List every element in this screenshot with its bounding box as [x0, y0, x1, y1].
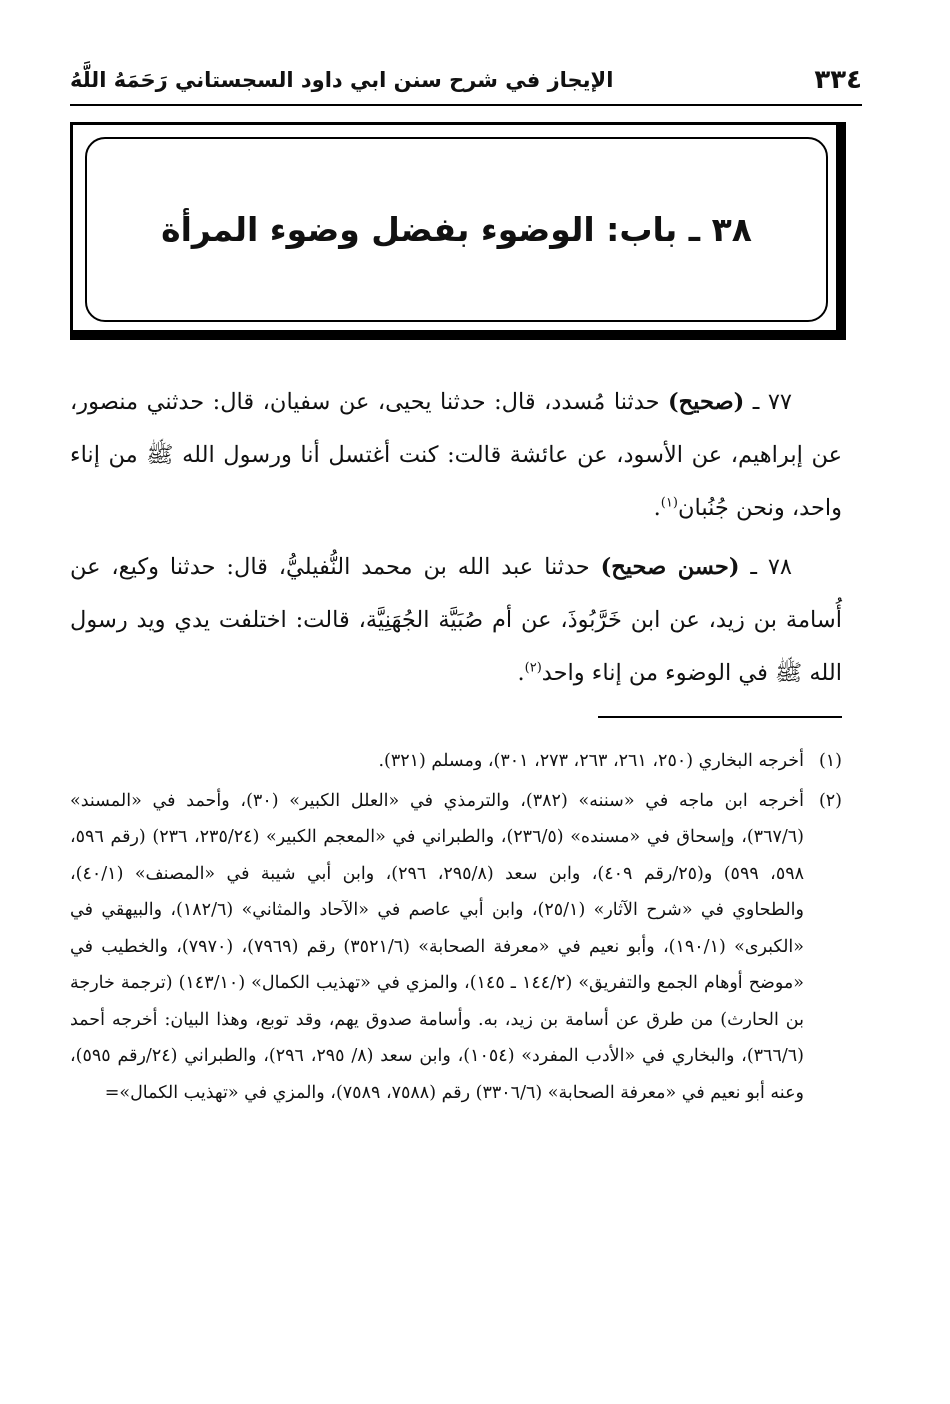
hadith-end: .	[653, 495, 661, 521]
footnotes	[70, 743, 842, 1114]
hadith-number: ٧٧ ـ	[752, 389, 792, 415]
footnote-ref: (٢)	[524, 660, 542, 676]
running-header	[70, 58, 862, 102]
hadith-78	[70, 541, 842, 700]
hadith-grade: (صحيح)	[667, 389, 745, 415]
footnote-ref: (١)	[660, 495, 678, 511]
footnote-separator	[598, 716, 842, 718]
hadith-text: حدثنا مُسدد، قال: حدثنا يحيى، عن سفيان، قال: حدثني منصور، عن إبراهيم، عن الأسود، عن عائشة قالت: كنت أغتسل أنا ورسول الله ﷺ من إناء واحد، ونحن جُنُبان	[70, 389, 842, 521]
hadith-end: .	[517, 660, 525, 686]
footnote-text: أخرجه البخاري (٢٥٠، ٢٦١، ٢٦٣، ٢٧٣، ٣٠١)، ومسلم (٣٢١).	[378, 751, 804, 771]
footnote-2	[70, 783, 842, 1112]
chapter-title: ٣٨ ـ باب: الوضوء بفضل وضوء المرأة	[161, 210, 752, 249]
page-number: ٣٣٤	[814, 65, 862, 95]
hadith-text: حدثنا عبد الله بن محمد النُّفيليُّ، قال: حدثنا وكيع، عن أُسامة بن زيد، عن ابن خَرَّبُوذَ، عن أم صُبَيَّة الجُهَنِيَّة، قالت: اختلفت يدي ويد رسول الله ﷺ في الوضوء من إناء واحد	[70, 554, 842, 686]
hadith-77	[70, 376, 842, 535]
book-title: الإيجاز في شرح سنن ابي داود السجستاني رَحَمَهُ اللَّهُ	[70, 68, 614, 92]
footnote-number: (٢)	[818, 790, 842, 811]
header-rule	[70, 104, 862, 106]
footnote-1	[70, 743, 842, 780]
footnote-number: (١)	[818, 751, 842, 771]
chapter-title-frame	[70, 122, 846, 340]
footnote-text: أخرجه ابن ماجه في «سننه» (٣٨٢)، والترمذي في «العلل الكبير» (٣٠)، وأحمد في «المسند» (٣٦٧/٦)، وإسحاق في «مسنده» (٢٣٦/٥)، والطبراني في «المعجم الكبير» (٢٣٥/٢٤، ٢٣٦) (رقم ٥٩٦، ٥٩٨، ٥٩٩) و(٢٥/رقم ٤٠٩)، وابن سعد (٢٩٥/٨، ٢٩٦)، وابن أبي شيبة في «المصنف» (٤٠/١)، والطحاوي في «شرح الآثار» (٢٥/١)، وابن أبي عاصم في «الآحاد والمثاني» (١٨٢/٦)، والبيهقي في «الكبرى» (١٩٠/١)، وأبو نعيم في «معرفة الصحابة» (٣٥٢١/٦) رقم (٧٩٦٩)، (٧٩٧٠)، والخطيب في «موضح أوهام الجمع والتفريق» (١٤٤/٢ ـ ١٤٥)، والمزي في «تهذيب الكمال» (١٤٣/١٠) (ترجمة خارجة بن الحارث) من طرق عن أسامة بن زيد، به. وأسامة صدوق يهم، وقد توبع، وهذا البيان: أخرجه أحمد (٣٦٦/٦)، والبخاري في «الأدب المفرد» (١٠٥٤)، وابن سعد (٨/ ٢٩٥، ٢٩٦)، والطبراني (٢٤/رقم ٥٩٥)، وعنه أبو نعيم في «معرفة الصحابة» (٣٣٠٦/٦) رقم (٧٥٨٨، ٧٥٨٩)، والمزي في «تهذيب الكمال»=	[70, 790, 805, 1103]
main-text	[70, 376, 842, 706]
chapter-title-inner-frame	[85, 137, 828, 322]
hadith-number: ٧٨ ـ	[750, 554, 793, 580]
hadith-grade: (حسن صحيح)	[600, 554, 740, 580]
